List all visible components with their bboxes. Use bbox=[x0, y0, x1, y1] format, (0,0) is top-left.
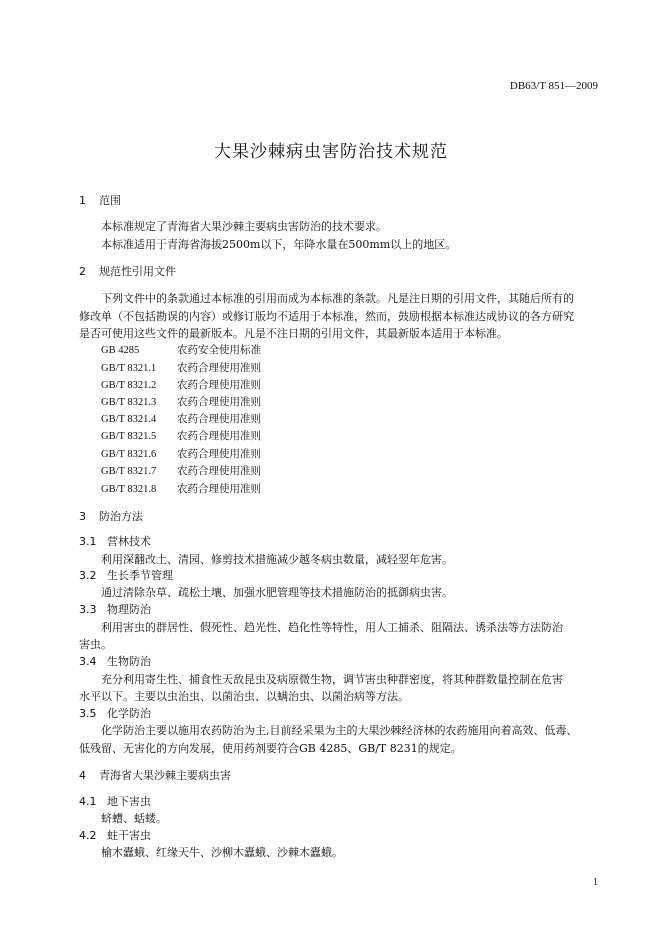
subsection-3-3-paragraph-line-1: 利用害虫的群居性、假死性、趋光性、趋化性等特性，用人工捕杀、阻隔法、诱杀法等方法防治 bbox=[101, 621, 563, 634]
document-title: 大果沙棘病虫害防治技术规范 bbox=[214, 142, 448, 162]
subsection-title: 地下害虫 bbox=[107, 795, 151, 808]
subsection-title: 化学防治 bbox=[107, 707, 151, 720]
subsection-3-2-paragraph: 通过清除杂草、疏松土壤、加强水肥管理等技术措施防治的抵御病虫害。 bbox=[101, 586, 453, 599]
subsection-4-1-heading bbox=[79, 793, 151, 809]
reference-name: 农药合理使用准则 bbox=[177, 414, 261, 425]
section-2-heading bbox=[79, 263, 176, 279]
reference-item bbox=[101, 446, 261, 461]
section-1-heading bbox=[79, 192, 121, 208]
standard-code: DB63/T 851—2009 bbox=[509, 80, 598, 92]
subsection-number: 3.2 bbox=[79, 569, 97, 582]
reference-name: 农药合理使用准则 bbox=[177, 484, 261, 495]
section-number: 1 bbox=[79, 194, 86, 207]
subsection-4-1-paragraph: 蛴螬、蛞蝼。 bbox=[101, 812, 167, 825]
reference-item bbox=[101, 463, 261, 478]
reference-name: 农药合理使用准则 bbox=[177, 449, 261, 460]
reference-item bbox=[101, 342, 261, 357]
reference-item bbox=[101, 377, 261, 392]
reference-name: 农药安全使用标准 bbox=[177, 345, 261, 356]
subsection-3-5-paragraph-line-1: 化学防治主要以施用农药防治为主,目前经采果为主的大果沙棘经济林的农药施用向着高效、低毒、 bbox=[101, 724, 578, 737]
subsection-title: 蛀干害虫 bbox=[107, 829, 151, 842]
reference-code: GB/T 8321.7 bbox=[101, 466, 157, 477]
section-title: 规范性引用文件 bbox=[99, 265, 176, 278]
reference-code: GB/T 8321.8 bbox=[101, 484, 157, 495]
section-number: 4 bbox=[79, 769, 86, 782]
reference-code: GB/T 8321.3 bbox=[101, 397, 157, 408]
subsection-title: 生物防治 bbox=[107, 655, 151, 668]
section-title: 青海省大果沙棘主要病虫害 bbox=[99, 769, 231, 782]
subsection-3-1-paragraph: 利用深翻改土、清园、修剪技术措施减少越冬病虫数量，减轻翌年危害。 bbox=[101, 553, 453, 566]
subsection-title: 物理防治 bbox=[107, 603, 151, 616]
subsection-number: 3.1 bbox=[79, 535, 97, 548]
section-2-paragraph-line-1: 下列文件中的条款通过本标准的引用而成为本标准的条款。凡是注日期的引用文件，其随后所有的 bbox=[101, 292, 574, 305]
reference-code: GB/T 8321.1 bbox=[101, 363, 157, 374]
subsection-3-2-heading bbox=[79, 567, 173, 583]
subsection-title: 营林技术 bbox=[107, 535, 151, 548]
subsection-number: 3.3 bbox=[79, 603, 97, 616]
subsection-number: 4.1 bbox=[79, 795, 97, 808]
reference-item bbox=[101, 394, 261, 409]
section-2-paragraph-line-3: 是否可使用这些文件的最新版本。凡是不注日期的引用文件，其最新版本适用于本标准。 bbox=[79, 327, 508, 340]
section-2-paragraph-line-2: 修改单（不包括勘误的内容）或修订版均不适用于本标准，然而，鼓励根据本标准达成协议的各方研究 bbox=[79, 310, 574, 323]
reference-code: GB/T 8321.6 bbox=[101, 449, 157, 460]
reference-name: 农药合理使用准则 bbox=[177, 431, 261, 442]
section-1-paragraph-2: 本标准适用于青海省海拔2500m以下，年降水量在500mm以上的地区。 bbox=[101, 238, 457, 251]
reference-name: 农药合理使用准则 bbox=[177, 380, 261, 391]
subsection-4-2-paragraph: 榆木蠹蛾、红缘天牛、沙柳木蠹蛾、沙棘木蠹蛾。 bbox=[101, 846, 343, 859]
reference-item bbox=[101, 428, 261, 443]
reference-name: 农药合理使用准则 bbox=[177, 466, 261, 477]
reference-code: GB 4285 bbox=[101, 345, 140, 356]
section-4-heading bbox=[79, 767, 231, 783]
section-3-heading bbox=[79, 508, 143, 524]
subsection-3-3-paragraph-line-2: 害虫。 bbox=[79, 638, 112, 651]
reference-item bbox=[101, 411, 261, 426]
subsection-number: 4.2 bbox=[79, 829, 97, 842]
subsection-title: 生长季节管理 bbox=[107, 569, 173, 582]
subsection-3-5-heading bbox=[79, 705, 151, 721]
reference-item bbox=[101, 360, 261, 375]
subsection-4-2-heading bbox=[79, 827, 151, 843]
reference-item bbox=[101, 481, 261, 496]
subsection-3-1-heading bbox=[79, 533, 151, 549]
reference-code: GB/T 8321.2 bbox=[101, 380, 157, 391]
reference-code: GB/T 8321.4 bbox=[101, 414, 157, 425]
subsection-3-3-heading bbox=[79, 601, 151, 617]
section-title: 防治方法 bbox=[99, 510, 143, 523]
subsection-3-4-paragraph-line-1: 充分利用寄生性、捕食性天敌昆虫及病原微生物，调节害虫种群密度，将其种群数量控制在危害 bbox=[101, 673, 563, 686]
subsection-number: 3.5 bbox=[79, 707, 97, 720]
reference-code: GB/T 8321.5 bbox=[101, 431, 157, 442]
section-number: 3 bbox=[79, 510, 86, 523]
subsection-number: 3.4 bbox=[79, 655, 97, 668]
section-1-paragraph-1: 本标准规定了青海省大果沙棘主要病虫害防治的技术要求。 bbox=[101, 220, 387, 233]
section-number: 2 bbox=[79, 265, 86, 278]
subsection-3-5-paragraph-line-2: 低残留、无害化的方向发展，使用药剂要符合GB 4285、GB/T 8231的规定。 bbox=[79, 742, 462, 755]
reference-name: 农药合理使用准则 bbox=[177, 397, 261, 408]
section-title: 范围 bbox=[99, 194, 121, 207]
reference-name: 农药合理使用准则 bbox=[177, 363, 261, 374]
page-number: 1 bbox=[593, 877, 598, 888]
subsection-3-4-paragraph-line-2: 水平以下。主要以虫治虫、以菌治虫、以螨治虫、以菌治病等方法。 bbox=[79, 690, 409, 703]
subsection-3-4-heading bbox=[79, 653, 151, 669]
